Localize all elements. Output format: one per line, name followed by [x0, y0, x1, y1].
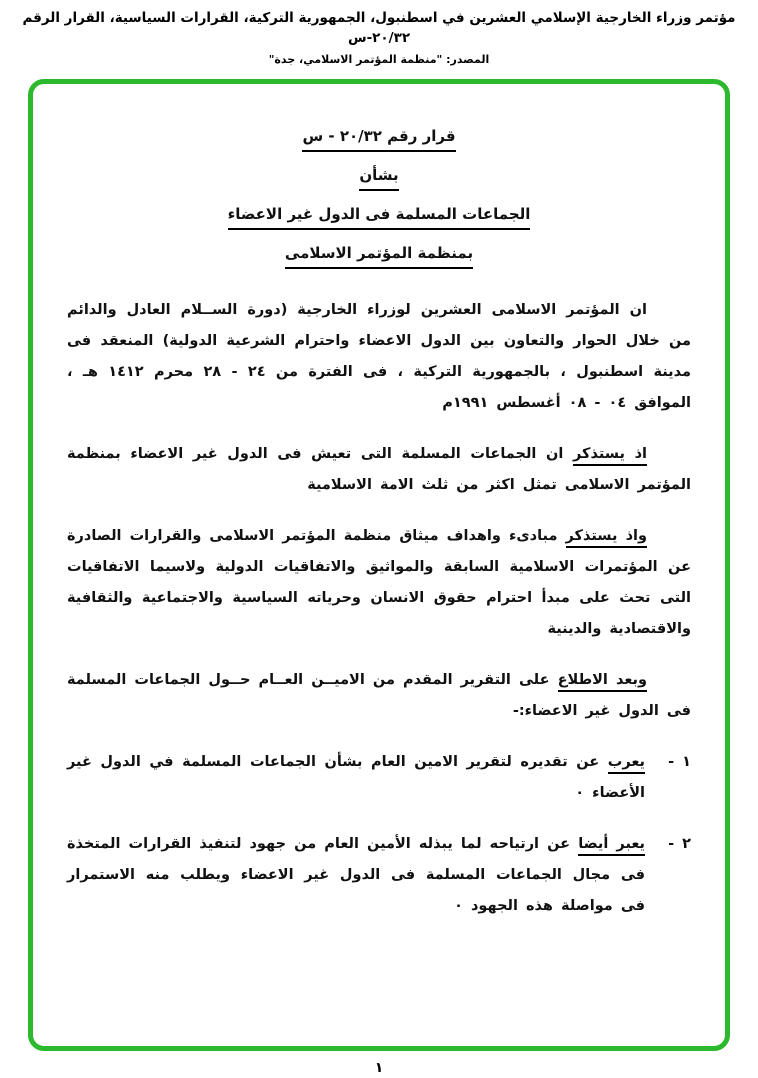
resolution-subject-line1: الجماعات المسلمة فى الدول غير الاعضاء: [67, 204, 691, 230]
item-lead-underlined: يعرب: [608, 754, 645, 774]
item-body: [67, 829, 645, 922]
page-number: ١: [374, 1060, 384, 1076]
green-border-frame: [28, 79, 730, 1051]
resolution-number-title: قرار رقم ٢٠/٣٢ - س: [67, 126, 691, 152]
item-text: عن ارتياحه لما يبذله الأمين العام من جهود لتنفيذ القرارات المتخذة فى مجال الجماعات المسلمة فى الدول غير الاعضاء ويطلب منه الاستمرار فى مواصلة هذه الجهود ٠: [67, 836, 645, 914]
resolution-subject-line2: بمنظمة المؤتمر الاسلامى: [67, 243, 691, 269]
item-number: ٢ -: [668, 836, 691, 852]
operative-item-1: [67, 747, 691, 809]
recalling-paragraph-1: [67, 439, 691, 501]
recalling-paragraph-2: [67, 521, 691, 645]
resolution-subject-word: بشأن: [67, 165, 691, 191]
source-label: المصدر:: [446, 53, 490, 66]
item-number: ١ -: [668, 754, 691, 770]
operative-item-2: [67, 829, 691, 922]
preamble-paragraph: [67, 295, 691, 419]
document-header-line: [0, 0, 758, 48]
item-body: [67, 747, 645, 809]
paragraph-text: على التقرير المقدم من الاميــن العــام حــول الجماعات المسلمة فى الدول غير الاعضاء:-: [67, 672, 691, 719]
having-reviewed-paragraph: [67, 665, 691, 727]
paragraph-text: مبادىء واهداف ميثاق منظمة المؤتمر الاسلامى والقرارات الصادرة عن المؤتمرات الاسلامية السابقة والمواثيق والاتفاقيات الدولية ولاسيما الاتفاقيات التى تحث على مبدأ احترام حقوق الانسان وحرياته السياسية والاجتماعية والثقافية والاقتصادية والدينية: [67, 528, 691, 637]
document-source-line: [0, 53, 758, 66]
resolution-title-block: [67, 126, 691, 269]
header-title-text: مؤتمر وزراء الخارجية الإسلامي العشرين في اسطنبول، الجمهورية التركية، القرارات السياسية، القرار الرقم ٢٠/٣٢-س: [22, 10, 736, 46]
item-text: عن تقديره لتقرير الامين العام بشأن الجماعات المسلمة في الدول غير الأعضاء ٠: [67, 754, 645, 801]
paragraph-text: ان الجماعات المسلمة التى تعيش فى الدول غير الاعضاء بمنظمة المؤتمر الاسلامى تمثل اكثر من ثلث الامة الاسلامية: [67, 446, 691, 493]
paragraph-lead-underlined: اذ يستذكر: [573, 446, 647, 466]
paragraph-text: ان المؤتمر الاسلامى العشرين لوزراء الخارجية (دورة الســلام العادل والدائم من خلال الحوار والتعاون بين الدول الاعضاء واحترام الشرعية الدولية) المنعقد فى مدينة اسطنبول ، بالجمهورية التركية ، فى الفترة من ٢٤ - ٢٨ محرم ١٤١٢ هـ ، الموافق ٠٤ - ٠٨ أغسطس ١٩٩١م: [67, 302, 691, 411]
item-lead-underlined: يعبر أيضا: [578, 836, 645, 856]
resolution-document-body: [67, 126, 691, 922]
paragraph-lead-underlined: واذ يستذكر: [566, 528, 647, 548]
paragraph-lead-underlined: وبعد الاطلاع: [558, 672, 647, 692]
source-value: "منظمة المؤتمر الاسلامي، جدة": [268, 53, 443, 66]
